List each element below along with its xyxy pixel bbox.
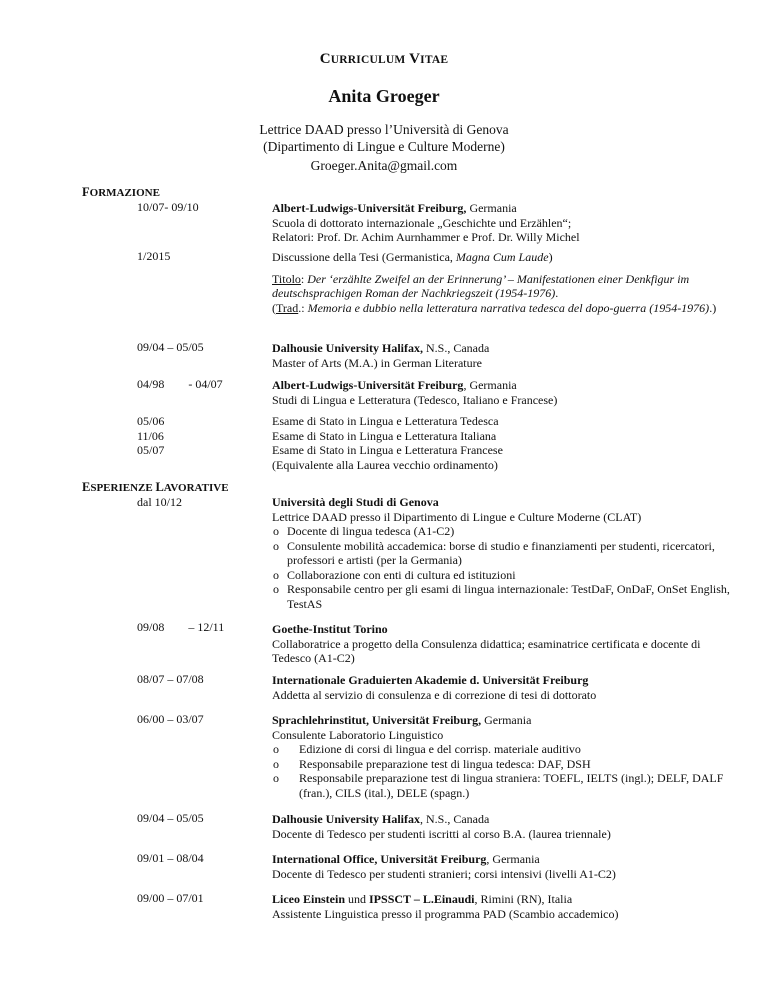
affiliation-line-1: Lettrice DAAD presso l’Università di Genova <box>259 122 509 137</box>
titolo-colon: : <box>300 271 308 286</box>
entry-date: 09/01 – 08/04 <box>137 851 204 865</box>
work-entry <box>272 892 742 921</box>
institution-name: Sprachlehrinstitut, Universität Freiburg, <box>272 713 482 727</box>
list-item: o Consulente mobilità accademica: borse di studio e finanziamenti per studenti, ricercatori, professori e artisti (per la Germania) <box>272 539 742 568</box>
heading-initial: E <box>82 480 91 494</box>
titolo-label: Titolo <box>272 271 301 286</box>
heading-initial: L <box>155 480 164 494</box>
list-item: o Responsabile preparazione test di lingua straniera: TOEFL, IELTS (ingl.); DELF, DALF (fran.), CILS (ital.), DELE (spagn.) <box>272 771 742 800</box>
email-address: Groeger.Anita@gmail.com <box>310 158 458 173</box>
entry-date: 09/04 – 05/05 <box>137 811 204 825</box>
entry-line: (Equivalente alla Laurea vecchio ordinamento) <box>272 457 498 472</box>
entry-line: Studi di Lingua e Letteratura (Tedesco, Italiano e Francese) <box>272 392 558 407</box>
institution-name: Goethe-Institut Torino <box>272 622 388 636</box>
work-entry <box>272 713 742 800</box>
entry-date: 04/98 - 04/07 <box>137 377 223 391</box>
institution-name: Internationale Graduierten Akademie d. Universität Freiburg <box>272 673 589 687</box>
heading-initial: F <box>82 185 90 199</box>
heading-rest: ORMAZIONE <box>89 187 160 199</box>
section-heading-esperienze <box>82 481 229 495</box>
education-entry <box>272 378 742 407</box>
institution-name: Albert-Ludwigs-Universität Freiburg <box>272 378 464 392</box>
entry-line: ) <box>548 250 553 264</box>
entry-line: Consulente Laboratorio Linguistico <box>272 727 444 742</box>
entry-line: Esame di Stato in Lingua e Letteratura Francese <box>272 443 503 457</box>
entry-line: Collaboratrice a progetto della Consulenza didattica; esaminatrice certificata e docente di Tedesco (A1-C2) <box>272 636 701 665</box>
list-item: o Collaborazione con enti di cultura ed istituzioni <box>272 568 742 583</box>
entry-date: 06/00 – 03/07 <box>137 712 204 726</box>
entry-line: Master of Arts (M.A.) in German Literature <box>272 355 482 370</box>
list-item: o Edizione di corsi di lingua e del corrisp. materiale auditivo <box>272 742 742 757</box>
institution-location: , N.S., Canada <box>420 812 490 826</box>
duty-list <box>272 742 742 800</box>
entry-date: 1/2015 <box>137 249 171 263</box>
institution-location: Germania <box>481 713 532 727</box>
education-entry <box>272 341 742 370</box>
document-title <box>0 51 768 68</box>
entry-line: Addetta al servizio di consulenza e di correzione di tesi di dottorato <box>272 687 597 702</box>
title-initial-v: V <box>409 51 421 67</box>
trad-label: Trad <box>276 300 299 315</box>
conjunction: und <box>345 892 370 906</box>
trad-text: Memoria e dubbio nella letteratura narrativa tedesca del dopo-guerra (1954-1976) <box>307 300 710 315</box>
entry-line: Discussione della Tesi (Germanistica, <box>272 250 456 264</box>
work-entry <box>272 852 742 881</box>
affiliation <box>0 121 768 155</box>
trad-end: .) <box>709 300 717 315</box>
title-urriculum: URRICULUM <box>330 54 406 66</box>
institution-name: Dalhousie University Halifax <box>272 812 421 826</box>
entry-line: Esame di Stato in Lingua e Letteratura Tedesca <box>272 414 499 428</box>
institution-name: Liceo Einstein <box>272 892 346 906</box>
entry-date: 10/07- 09/10 <box>137 200 199 214</box>
institution-location: , Rimini (RN), Italia <box>474 892 573 906</box>
title-itae: ITAE <box>420 54 449 66</box>
entry-date: dal 10/12 <box>137 495 182 509</box>
trad-open: ( <box>272 300 276 315</box>
trad-colon: .: <box>298 300 308 315</box>
heading-rest: AVORATIVE <box>163 482 229 494</box>
institution-location: N.S., Canada <box>423 341 490 355</box>
titolo-end: . <box>555 286 559 300</box>
institution-location: , Germania <box>463 378 517 392</box>
person-name: Anita Groeger <box>328 86 440 106</box>
institution-name: Dalhousie University Halifax, <box>272 341 424 355</box>
education-entry <box>272 414 742 472</box>
list-item: o Responsabile preparazione test di lingua tedesca: DAF, DSH <box>272 757 742 772</box>
entry-line: Assistente Linguistica presso il programma PAD (Scambio accademico) <box>272 906 619 921</box>
entry-date: 05/06 <box>137 414 165 428</box>
titolo-text: Der ‘erzählte Zweifel an der Erinnerung’ – Manifestationen einer Denkfigur im deutschsprachigen Roman der Nachkriegszeit (1954-1976) <box>272 271 690 300</box>
institution-name: IPSSCT – L.Einaudi <box>369 892 475 906</box>
affiliation-line-2: (Dipartimento di Lingue e Culture Moderne) <box>263 139 505 154</box>
entry-date: 09/00 – 07/01 <box>137 891 204 905</box>
entry-date: 05/07 <box>137 443 165 457</box>
work-entry <box>272 495 742 611</box>
institution-location: , Germania <box>486 852 540 866</box>
institution-name: Albert-Ludwigs-Universität Freiburg, <box>272 201 467 215</box>
thesis-title <box>272 272 742 301</box>
entry-date: 11/06 <box>137 428 164 443</box>
heading-rest: SPERIENZE <box>90 482 156 494</box>
work-entry <box>272 812 742 841</box>
entry-line: Esame di Stato in Lingua e Letteratura Italiana <box>272 428 497 443</box>
thesis-translation <box>272 301 742 316</box>
work-entry <box>272 673 742 702</box>
institution-name: International Office, Universität Freiburg <box>272 852 487 866</box>
entry-line: Docente di Tedesco per studenti iscritti al corso B.A. (laurea triennale) <box>272 826 611 841</box>
list-item: o Docente di lingua tedesca (A1-C2) <box>272 524 742 539</box>
entry-date: 09/08 – 12/11 <box>137 620 225 634</box>
entry-line: Docente di Tedesco per studenti stranieri; corsi intensivi (livelli A1-C2) <box>272 866 616 881</box>
duty-list <box>272 524 742 611</box>
institution-name: Università degli Studi di Genova <box>272 495 439 509</box>
education-entry <box>272 250 742 315</box>
education-entry <box>272 201 742 245</box>
entry-line: Relatori: Prof. Dr. Achim Aurnhammer e Prof. Dr. Willy Michel <box>272 230 580 244</box>
entry-line: Scuola di dottorato internazionale „Geschichte und Erzählen“; <box>272 215 572 230</box>
institution-location: Germania <box>466 201 517 215</box>
work-entry <box>272 622 742 666</box>
entry-date: 09/04 – 05/05 <box>137 340 204 354</box>
entry-line: Lettrice DAAD presso il Dipartimento di Lingue e Culture Moderne (CLAT) <box>272 509 642 524</box>
entry-dates <box>137 414 164 458</box>
section-heading-formazione <box>82 186 160 200</box>
honors-text: Magna Cum Laude <box>455 250 549 264</box>
list-item: o Responsabile centro per gli esami di lingua internazionale: TestDaF, OnDaF, OnSet English, TestAS <box>272 582 742 611</box>
entry-date: 08/07 – 07/08 <box>137 672 204 686</box>
title-initial-c: C <box>319 51 331 67</box>
